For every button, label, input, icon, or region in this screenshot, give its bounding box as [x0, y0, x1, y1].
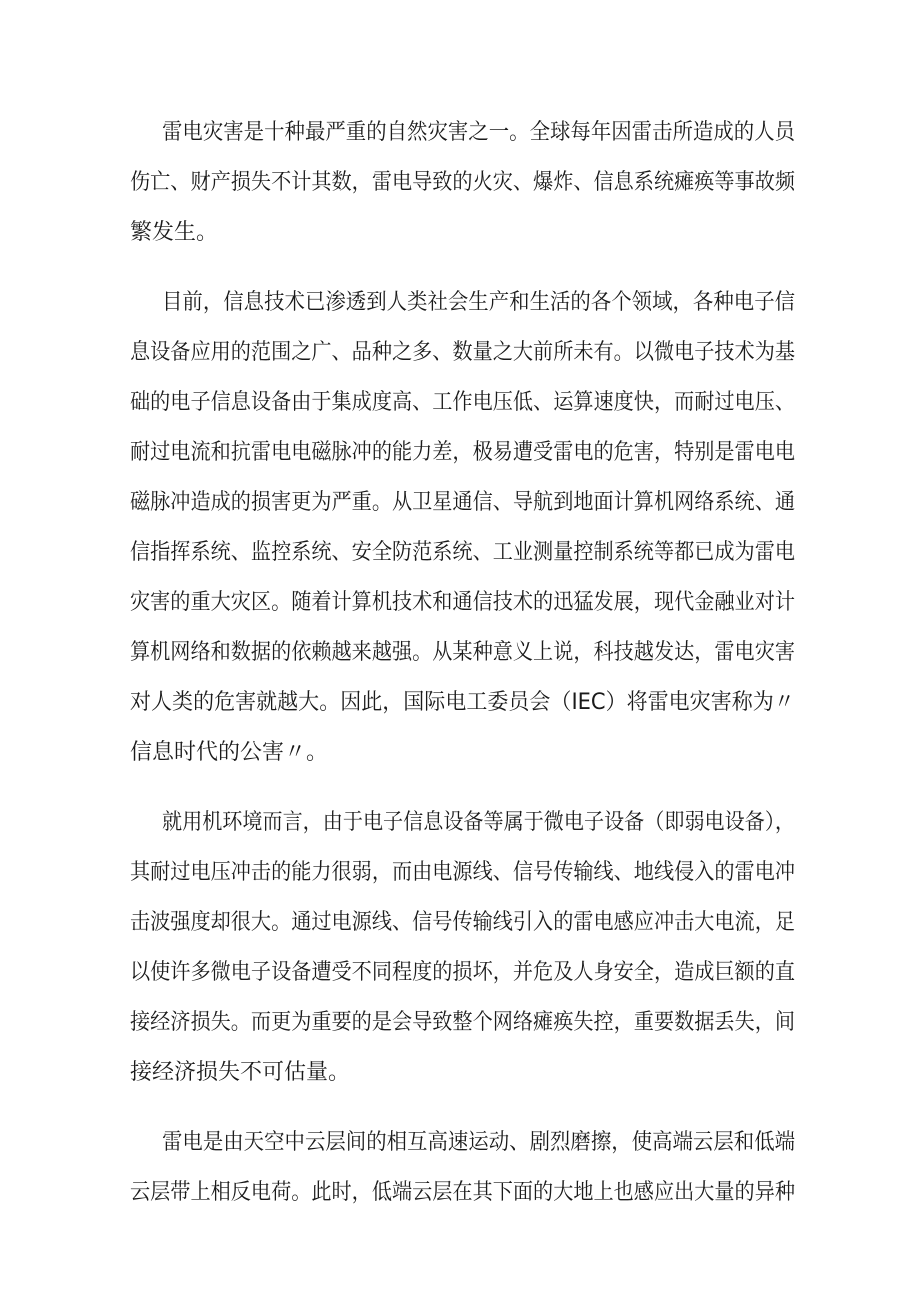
text-line: 础的电子信息设备由于集成度高、工作电压低、运算速度快，而耐过电压、	[130, 390, 796, 415]
text-line: 就用机环境而言，由于电子信息设备等属于微电子设备（即弱电设备），	[162, 810, 796, 835]
text-line: 耐过电流和抗雷电电磁脉冲的能力差，极易遭受雷电的危害，特别是雷电电	[130, 440, 796, 465]
text-line: 云层带上相反电荷。此时，低端云层在其下面的大地上也感应出大量的异种	[130, 1180, 796, 1205]
text-line: 以使许多微电子设备遭受不同程度的损坏，并危及人身安全，造成巨额的直	[130, 960, 796, 985]
text-line: 伤亡、财产损失不计其数，雷电导致的火灾、爆炸、信息系统瘫痪等事故频	[130, 170, 796, 195]
text-line: 对人类的危害就越大。因此，国际电工委员会（IEC）将雷电灾害称为〃	[130, 690, 795, 715]
text-line: 目前，信息技术已渗透到人类社会生产和生活的各个领域，各种电子信	[162, 290, 796, 315]
text-line: 算机网络和数据的依赖越来越强。从某种意义上说，科技越发达，雷电灾害	[130, 640, 796, 665]
text-line: 雷电是由天空中云层间的相互高速运动、剧烈磨擦，使高端云层和低端	[162, 1130, 796, 1155]
text-line: 磁脉冲造成的损害更为严重。从卫星通信、导航到地面计算机网络系统、通	[130, 490, 796, 515]
text-line: 击波强度却很大。通过电源线、信号传输线引入的雷电感应冲击大电流，足	[130, 910, 796, 935]
text-line: 信指挥系统、监控系统、安全防范系统、工业测量控制系统等都已成为雷电	[130, 540, 796, 565]
text-line: 息设备应用的范围之广、品种之多、数量之大前所未有。以微电子技术为基	[130, 340, 796, 365]
text-line: 接经济损失。而更为重要的是会导致整个网络瘫痪失控，重要数据丢失，间	[130, 1010, 796, 1035]
text-line: 接经济损失不可估量。	[130, 1060, 351, 1085]
text-line: 灾害的重大灾区。随着计算机技术和通信技术的迅猛发展，现代金融业对计	[130, 590, 796, 615]
text-line: 信息时代的公害〃。	[130, 740, 329, 765]
text-line: 雷电灾害是十种最严重的自然灾害之一。全球每年因雷击所造成的人员	[162, 120, 796, 145]
text-line: 其耐过电压冲击的能力很弱，而由电源线、信号传输线、地线侵入的雷电冲	[130, 860, 796, 885]
text-line: 繁发生。	[130, 220, 219, 245]
